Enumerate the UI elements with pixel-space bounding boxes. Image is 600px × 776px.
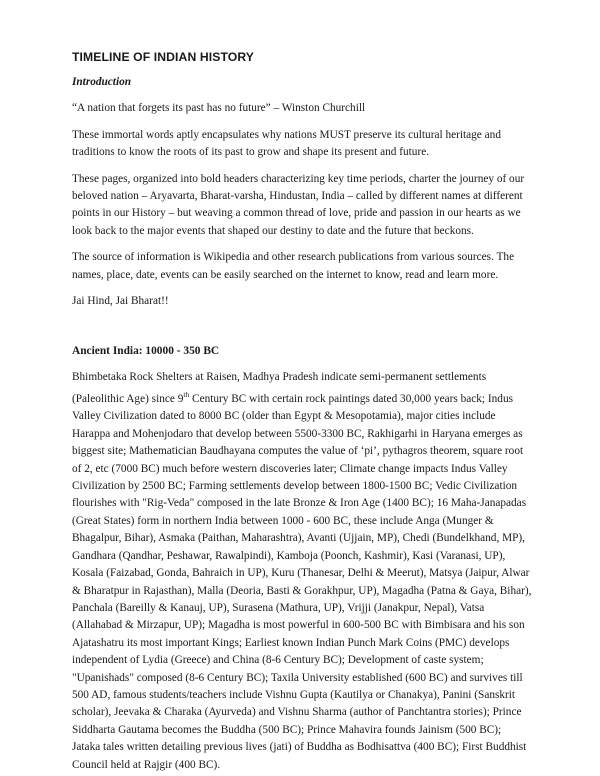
intro-paragraph-3: The source of information is Wikipedia and other research publications from various sources. The names, place, date, events can be easily searched on the internet to know, read and learn more. [72,251,515,281]
section-body [72,369,532,774]
document-page [72,50,532,774]
section-text-part-1: Bhimbetaka Rock Shelters at Raisen, Madhya Pradesh indicate semi-permanent settlements (Paleolithic Age) since 9 [72,370,487,406]
section-text-part-2: Century BC with certain rock paintings dated 30,000 years back; Indus Valley Civilization dated to 8000 BC (older than Egypt & Mesopotamia), major cities include Harappa and Mohenjodaro that develop between 5500-3300 BC, Rakhigarhi in Haryana emerges as biggest site; Mathematician Baudhayana computes the value of ‘pi’, pythagros theorem, square root of 2, etc (7000 BC) much before western discoveries later; Climate change impacts Indus Valley Civilization by 2500 BC; Farming settlements develop between 1800-1500 BC; Vedic Civilization flourishes with "Rig-Veda" composed in the late Bronze & Iron Age (1400 BC); 16 Maha-Janapadas (Great States) form in northern India between 1000 - 600 BC, these include Anga (Munger & Bhagalpur, Bihar), Asmaka (Paithan, Maharashtra), Avanti (Ujjain, MP), Chedi (Bundelkhand, MP), Gandhara (Qandhar, Peshawar, Rawalpindi), Kamboja (Poonch, Kashmir), Kasi (Varanasi, UP), Kosala (Faizabad, Gonda, Bahraich in UP), Kuru (Thanesar, Delhi & Meerut), Matsya (Jaipur, Alwar & Bharatpur in Rajasthan), Malla (Deoria, Basti & Gorakhpur, UP), Magadha (Patna & Gaya, Bihar), Panchala (Bareilly & Kanauj, UP), Surasena (Mathura, UP), Vrijji (Janakpur, Nepal), Vatsa (Allahabad & Mirzapur, UP); Magadha is most powerful in 600-500 BC with Bimbisara and his son Ajatashatru its most important Kings; Earliest known Indian Punch Mark Coins (PMC) develops independent of Lydia (Greece) and China (8-6 Century BC); Development of caste system; "Upanishads" composed (8-6 Century BC); Taxila University established (600 BC) and survives till 500 AD, famous students/teachers include Vishnu Gupta (Kautilya or Chanakya), Panini (Sanskrit scholar), Jeevaka & Charaka (Ayurveda) and Vishnu Sharma (author of Panchtantra stories); Prince Siddharta Gautama becomes the Buddha (500 BC); Prince Mahavira founds Jainism (500 BC); Jataka tales written detailing previous lives (jati) of Buddha as Bodhisattva (400 BC); First Buddhist Council held at Rajgir (400 BC). [72,393,532,771]
section-spacer [72,319,532,343]
intro-heading: Introduction [72,76,132,88]
document-title: TIMELINE OF INDIAN HISTORY [72,50,255,64]
closing-line: Jai Hind, Jai Bharat!! [72,295,169,308]
intro-paragraph-1: These immortal words aptly encapsulates why nations MUST preserve its cultural heritage and traditions to know the roots of its past to grow and shape its present and future. [72,128,501,159]
ordinal-superscript: th [183,390,190,400]
section-heading: Ancient India: 10000 - 350 BC [72,345,220,358]
intro-paragraph-2: These pages, organized into bold headers characterizing key time periods, charter the journey of our beloved nation – Aryavarta, Bharat-varsha, Hindustan, India – called by different names at different points in our History – but weaving a common thread of love, pride and passion in our hearts as we look back to the major events that shaped our destiny to date and the future that beckons. [72,172,525,237]
quote: “A nation that forgets its past has no future” – Winston Churchill [72,102,366,115]
